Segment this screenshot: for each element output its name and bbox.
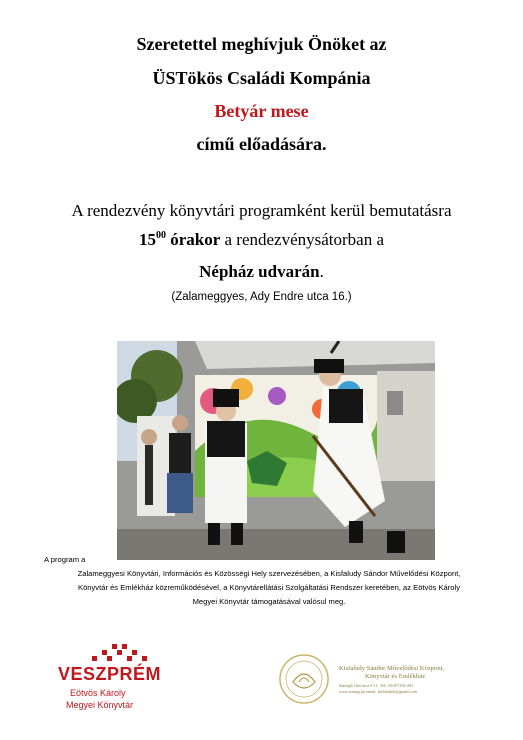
invitation-line-1: Szeretettel meghívjuk Önöket az (136, 34, 387, 54)
show-title: Betyár mese (214, 101, 309, 121)
logo-sub-2: Megyei Könyvtár (66, 700, 134, 710)
time-line (0, 230, 523, 250)
theatre-photo (117, 341, 435, 560)
credits-line-3: Megyei Könyvtár támogatásával valósul meg. (192, 597, 346, 606)
venue-line (0, 262, 523, 282)
time-minutes: 00 (155, 230, 166, 241)
logo-sub-1: Eötvös Károly (70, 688, 126, 698)
kisfaludy-line-4: www.sumeg.hu email: kisfaludyk@gmail.com (339, 689, 417, 694)
credits-lead: A program a (44, 555, 86, 564)
program-note: A rendezvény könyvtári programként kerül bemutatásra (71, 201, 452, 220)
checker-crown-icon (84, 644, 154, 662)
time-hour: 15 (138, 230, 156, 249)
venue: Népház udvarán (199, 262, 320, 281)
venue-period: . (319, 262, 324, 281)
invitation-line-4: című előadására. (196, 134, 327, 154)
kisfaludy-line-1: Kisfaludy Sándor Művelődési Központ, (339, 665, 445, 672)
credits-line-2: Könyvtár és Emlékház közreműködésével, a Könyvtárellátási Szolgáltatási Rendszer keretében, az Eötvös Károly (78, 583, 460, 592)
address: (Zalameggyes, Ady Endre utca 16.) (171, 291, 352, 303)
time-rest: a rendezvénysátorban a (220, 230, 385, 249)
time-word: órakor (170, 230, 221, 249)
credits (44, 553, 494, 609)
kisfaludy-line-2: Könyvtár és Emlékház (365, 673, 426, 680)
veszprem-library-logo (58, 644, 188, 716)
kisfaludy-line-3: Sümegh Ottó utca 9-11. Tel.: 06-87/356-263 (339, 683, 414, 688)
kisfaludy-center-logo (275, 652, 485, 706)
credits-line-1: Zalameggyesi Könyvtári, Információs és Közösségi Hely szervezésében, a Kisfaludy Sándor Művelődési Központ, (77, 569, 461, 578)
company-name: ÜSTökös Családi Kompánia (152, 68, 371, 88)
logo-word: VESZPRÉM (58, 664, 162, 684)
kisfaludy-emblem-icon (275, 652, 333, 706)
